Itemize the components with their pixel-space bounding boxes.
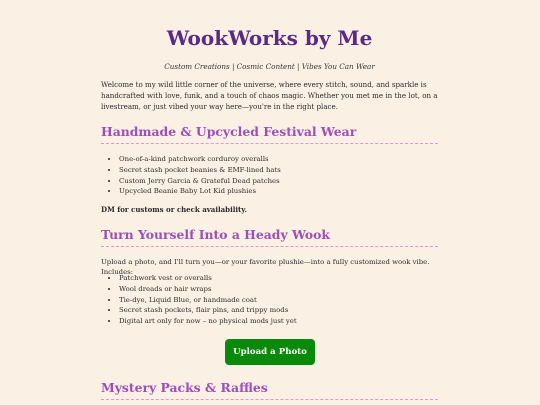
site-title: WookWorks by Me <box>166 26 373 50</box>
list-item: • Wool dreads or hair wraps <box>119 284 297 295</box>
list-item: • Tie-dye, Liquid Blue, or handmade coat <box>119 295 297 306</box>
list-item: • One-of-a-kind patchwork corduroy overalls <box>119 154 281 165</box>
list-item: • Secret stash pockets, flair pins, and trippy mods <box>119 305 297 316</box>
list-item: • Upcycled Beanie Baby Lot Kid plushies <box>119 186 281 197</box>
list-item: • Patchwork vest or overalls <box>119 273 297 284</box>
upload-photo-button[interactable]: Upload a Photo <box>225 339 315 365</box>
wook-description: Upload a photo, and I'll turn you—or your favorite plushie—into a fully customized wook vibe. Includes: <box>101 258 430 276</box>
list-item: • Digital art only for now – no physical mods just yet <box>119 316 297 327</box>
wook-includes-list <box>101 273 297 327</box>
festival-wear-list <box>101 154 281 197</box>
list-item: • Secret stash pocket beanies & EMF-lined hats <box>119 165 281 176</box>
tagline: Custom Creations | Cosmic Content | Vibes You Can Wear <box>164 62 375 71</box>
section-heading-festival-wear: Handmade & Upcycled Festival Wear <box>101 124 438 144</box>
intro-paragraph: Welcome to my wild little corner of the universe, where every stitch, sound, and sparkle is handcrafted with love, funk, and a touch of chaos magic. Whether you met me in the lot, on a livestream, or just vibed your way here—you're in the right place. <box>101 80 438 111</box>
list-item: • Custom Jerry Garcia & Grateful Dead patches <box>119 176 281 187</box>
section-heading-mystery-packs: Mystery Packs & Raffles <box>101 380 438 400</box>
section-heading-heady-wook: Turn Yourself Into a Heady Wook <box>101 227 438 247</box>
dm-note: DM for customs or check availability. <box>101 205 247 214</box>
